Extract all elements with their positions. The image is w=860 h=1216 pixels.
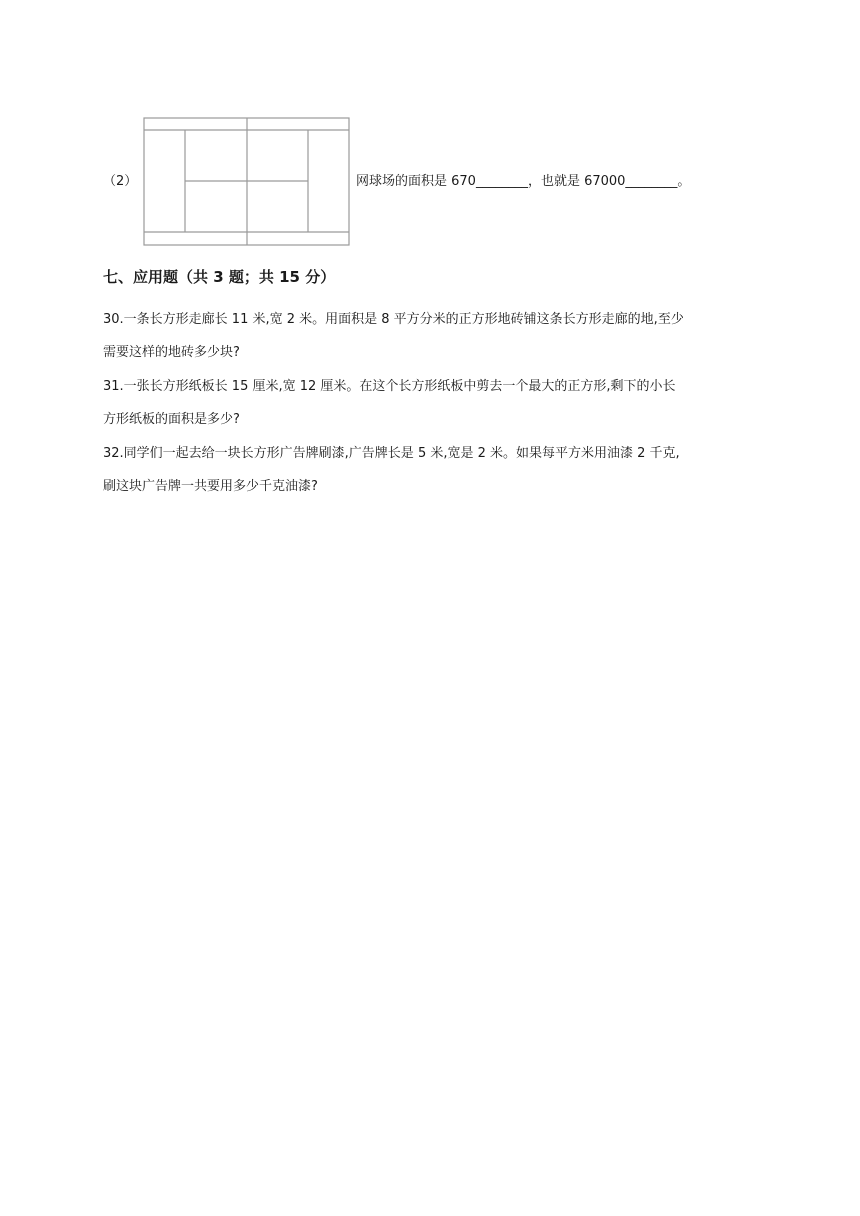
tennis-court-diagram	[143, 117, 350, 247]
question-30-line-2: 需要这样的地砖多少块?	[103, 345, 240, 360]
question-31-line-1: 31.一张长方形纸板长 15 厘米,宽 12 厘米。在这个长方形纸板中剪去一个最大的正方形,剩下的小长	[103, 379, 676, 394]
question-30-line-1: 30.一条长方形走廊长 11 米,宽 2 米。用面积是 8 平方分米的正方形地砖铺这条长方形走廊的地,至少	[103, 312, 684, 327]
question-31	[103, 370, 763, 436]
question-32-line-1: 32.同学们一起去给一块长方形广告牌刷漆,广告牌长是 5 米,宽是 2 米。如果每平方米用油漆 2 千克,	[103, 446, 680, 461]
question-32-line-2: 刷这块广告牌一共要用多少千克油漆?	[103, 479, 318, 494]
item-number-label: （2）	[103, 174, 138, 189]
question-30	[103, 303, 763, 369]
court-area-question: 网球场的面积是 670________，也就是 67000________。	[356, 174, 691, 189]
section-title: 七、应用题（共 3 题；共 15 分）	[103, 268, 336, 286]
question-31-line-2: 方形纸板的面积是多少?	[103, 412, 240, 427]
question-32	[103, 437, 763, 503]
